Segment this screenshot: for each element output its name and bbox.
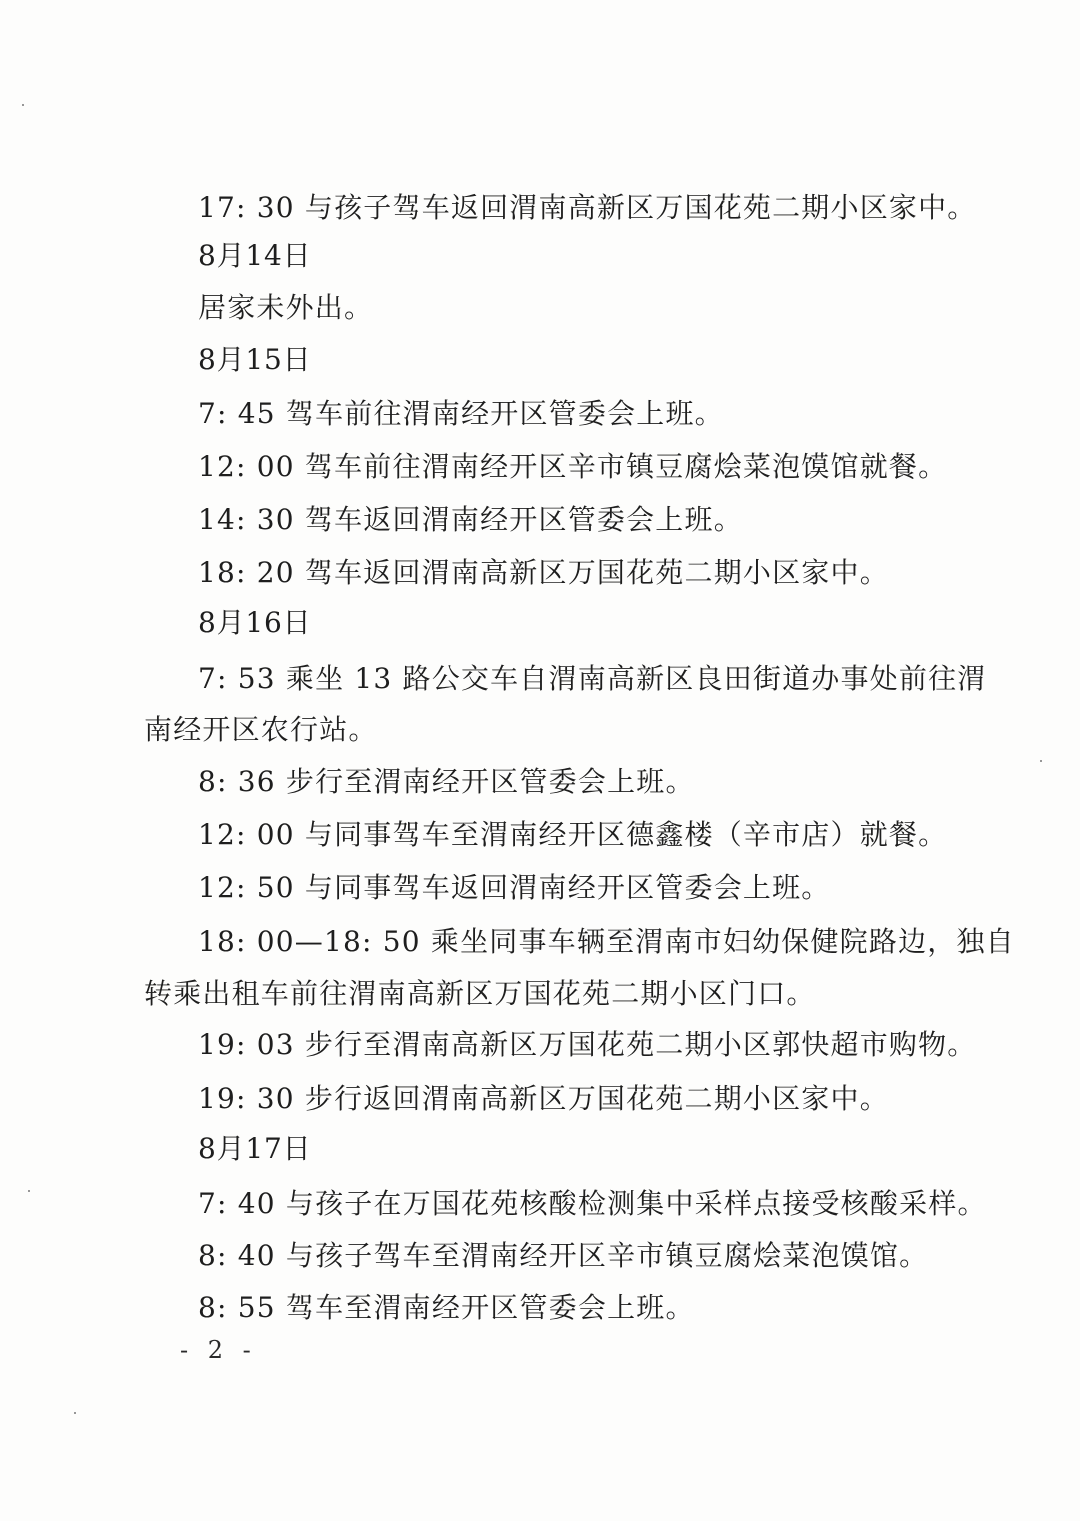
entry-line-continued: 转乘出租车前往渭南高新区万国花苑二期小区门口。 [144,977,816,1010]
entry-line: 19: 03 步行至渭南高新区万国花苑二期小区郭快超市购物。 [198,1028,977,1061]
scan-speck [22,104,24,106]
entry-line: 18: 00—18: 50 乘坐同事车辆至渭南市妇幼保健院路边，独自 [198,925,1015,958]
date-heading: 8月15日 [198,343,312,376]
date-heading: 8月14日 [198,239,312,272]
date-heading: 8月17日 [198,1132,312,1165]
entry-line-continued: 南经开区农行站。 [144,713,378,746]
date-heading: 8月16日 [198,606,312,639]
entry-line: 12: 50 与同事驾车返回渭南经开区管委会上班。 [198,871,831,904]
entry-line: 17: 30 与孩子驾车返回渭南高新区万国花苑二期小区家中。 [198,191,977,224]
scan-speck [1040,760,1042,762]
entry-line: 19: 30 步行返回渭南高新区万国花苑二期小区家中。 [198,1082,889,1115]
entry-line: 7: 40 与孩子在万国花苑核酸检测集中采样点接受核酸采样。 [198,1187,987,1220]
scan-speck [28,1190,30,1192]
entry-line: 7: 45 驾车前往渭南经开区管委会上班。 [198,397,724,430]
entry-line: 居家未外出。 [198,291,374,324]
page-number: - 2 - [180,1336,257,1364]
entry-line: 18: 20 驾车返回渭南高新区万国花苑二期小区家中。 [198,556,889,589]
entry-line: 8: 40 与孩子驾车至渭南经开区辛市镇豆腐烩菜泡馍馆。 [198,1239,929,1272]
entry-line: 8: 55 驾车至渭南经开区管委会上班。 [198,1291,695,1324]
entry-line: 8: 36 步行至渭南经开区管委会上班。 [198,765,695,798]
entry-line: 14: 30 驾车返回渭南经开区管委会上班。 [198,503,743,536]
scan-speck [74,1412,76,1414]
entry-line: 12: 00 与同事驾车至渭南经开区德鑫楼（辛市店）就餐。 [198,818,948,851]
entry-line: 7: 53 乘坐 13 路公交车自渭南高新区良田街道办事处前往渭 [198,662,987,695]
entry-line: 12: 00 驾车前往渭南经开区辛市镇豆腐烩菜泡馍馆就餐。 [198,450,948,483]
